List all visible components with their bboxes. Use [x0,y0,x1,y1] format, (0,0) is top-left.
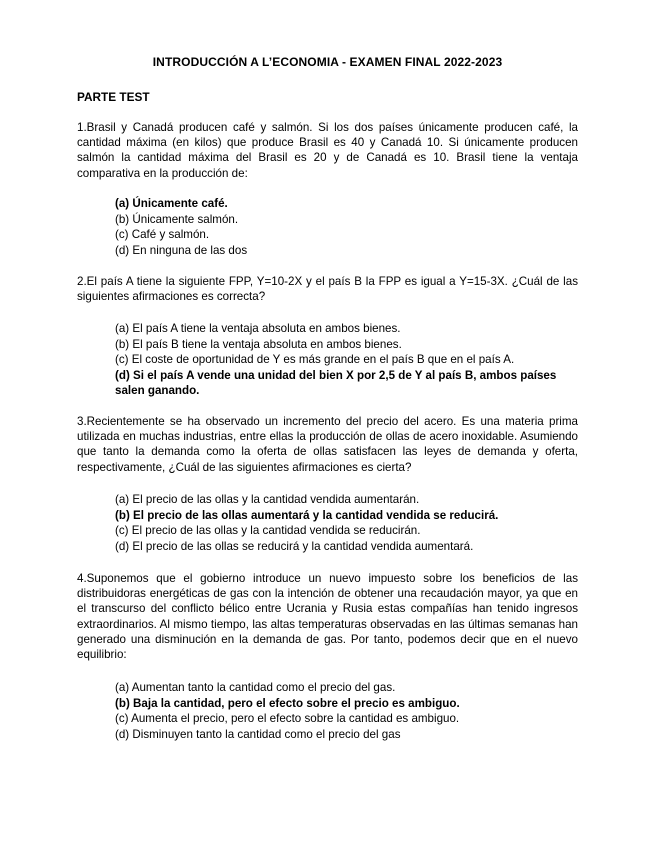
option-d: (d) Disminuyen tanto la cantidad como el precio del gas [115,727,401,741]
option-d: (d) Si el país A vende una unidad del bien X por 2,5 de Y al país B, ambos países salen ganando. [115,368,557,397]
question-2-options [115,321,578,399]
question-1-options [115,196,578,258]
exam-title: INTRODUCCIÓN A L’ECONOMIA - EXAMEN FINAL 2022-2023 [152,55,503,69]
question-1-text: 1.Brasil y Canadá producen café y salmón. Si los dos países únicamente producen café, la cantidad máxima (en kilos) que produce Brasil es 40 y Canadá 10. Si únicamente producen salmón la cantidad máxima del Brasil es 20 y de Canadá es 10. Brasil tiene la ventaja comparativa en la producción de: [77,121,578,180]
option-c: (c) Café y salmón. [115,228,210,241]
section-heading: PARTE TEST [77,90,150,104]
option-a: (a) El país A tiene la ventaja absoluta en ambos bienes. [115,322,401,335]
question-2-text: 2.El país A tiene la siguiente FPP, Y=10-2X y el país B la FPP es igual a Y=15-3X. ¿Cuál de las siguientes afirmaciones es correcta? [77,275,578,304]
option-c: (c) El coste de oportunidad de Y es más grande en el país B que en el país A. [115,353,515,366]
option-a: (a) El precio de las ollas y la cantidad vendida aumentarán. [115,493,420,506]
option-a: (a) Aumentan tanto la cantidad como el precio del gas. [115,681,396,694]
option-b: (b) Baja la cantidad, pero el efecto sobre el precio es ambiguo. [115,696,460,710]
question-4-text: 4.Suponemos que el gobierno introduce un nuevo impuesto sobre los beneficios de las distribuidoras energéticas de gas con la intención de obtener una recaudación mayor, ya que en el transcurso del conflicto bélico entre Ucrania y Rusia estas compañías han tenido ingresos extraordinarios. Al mismo tiempo, las altas temperaturas observadas en las últimas semanas han generado una disminución en la demanda de gas. Por tanto, podemos decir que en el nuevo equilibrio: [77,572,578,662]
option-c: (c) Aumenta el precio, pero el efecto sobre la cantidad es ambiguo. [115,712,460,725]
option-c: (c) El precio de las ollas y la cantidad vendida se reducirán. [115,524,421,537]
option-b: (b) El país B tiene la ventaja absoluta en ambos bienes. [115,337,402,351]
option-d: (d) En ninguna de las dos [115,243,248,257]
option-a: (a) Únicamente café. [115,197,228,210]
question-3-options [115,492,578,554]
question-3-text: 3.Recientemente se ha observado un incremento del precio del acero. Es una materia prima utilizada en muchas industrias, entre ellas la producción de ollas de acero inoxidable. Asumiendo que tanto la demanda como la oferta de ollas satisfacen las leyes de demanda y oferta, respectivamente, ¿Cuál de las siguientes afirmaciones es cierta? [77,415,578,474]
option-b: (b) Únicamente salmón. [115,212,239,226]
option-b: (b) El precio de las ollas aumentará y la cantidad vendida se reducirá. [115,508,499,522]
option-d: (d) El precio de las ollas se reducirá y la cantidad vendida aumentará. [115,539,474,553]
question-4-options [115,680,578,742]
